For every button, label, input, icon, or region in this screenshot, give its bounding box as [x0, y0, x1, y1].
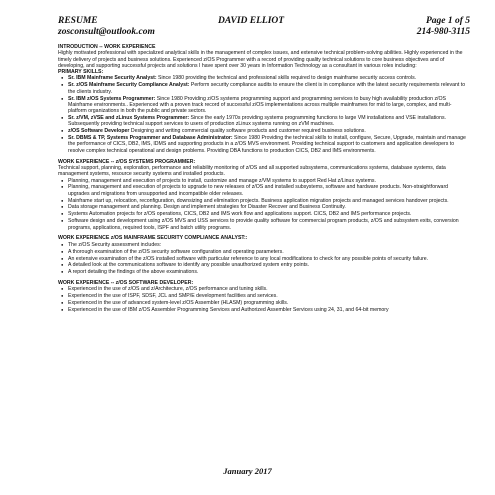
list-item: ● A thorough examination of the z/OS security software configuration and operating parameters.: [68, 249, 470, 255]
software-developer-heading: WORK EXPERIENCE -- z/OS SOFTWARE DEVELOPER:: [58, 280, 194, 287]
intro-heading: INTRODUCTION -- WORK EXPERIENCE: [58, 44, 156, 50]
intro-paragraph: Highly motivated professional with specialized analytical skills in the management of complex issues, and extensive technical problem-solving abilities. Highly experienced in the timely delivery of projects and business solutions. Experienced z/OS Programmer with a record of providing quality technical solutions to core business objectives and of developing, and supporting successful projects and solutions I have spent over 30 years in Information Technology as a consultant in various roles including:: [58, 50, 463, 69]
list-item: ● Sr. z/VM, zVSE and zLinux Systems Programmer: Since the early 1970s providing systems programming functions to large VM installations and VSE installations. Subsequently providing technical support services to users of production zLinux systems running on zVM machines.: [68, 115, 470, 128]
list-item: ● Experienced in the use of advanced system-level z/OS Assembler (HLASM) programming skills.: [68, 300, 470, 306]
list-item: ● Mainframe start up, relocation, reconfiguration, downsizing and elimination projects. Business application migration projects and managed services handover projects.: [68, 198, 470, 204]
list-item: ● z/OS Software Developer Designing and writing commercial quality software products and customer required business solutions.: [68, 128, 470, 134]
list-item: ● A detailed look at the communications software to identify any possible unauthorized system entry points.: [68, 262, 470, 268]
skills-list: [58, 75, 470, 154]
skills-heading: PRIMARY SKILLS:: [58, 69, 104, 76]
systems-programmer-heading: WORK EXPERIENCE -- z/OS SYSTEMS PROGRAMMER:: [58, 158, 196, 165]
list-item: ● Experienced in the use of IBM z/OS Assembler Programming Services and Authorized Assembler Services using 24, 31, and 64-bit memory: [68, 307, 470, 313]
page-number: Page 1 of 5: [425, 16, 470, 26]
systems-programmer-intro: Technical support, planning, exploration, performance and reliability monitoring of z/OS and all supported subsystems, communications systems, database systems, data management systems, resource security systems and installed products.: [58, 164, 446, 178]
resume-body: [58, 44, 470, 314]
systems-programmer-list: [58, 178, 470, 231]
list-item: ● Sr. z/OS Mainframe Security Compliance Analyst: Perform security compliance audits to ensure the client is in compliance with the latest security requirements relevant to the clients industry.: [68, 82, 470, 95]
security-compliance-list: [58, 242, 470, 276]
list-item: ● Sr. IBM Mainframe Security Analyst: Since 1980 providing the technical and professional skills required to design mainframe security access controls.: [68, 75, 470, 81]
software-developer-list: [58, 286, 470, 313]
list-item: ● Planning, management and execution of projects to upgrade to new releases of z/OS and installed subsystems, software and hardware products. Non-straightforward upgrades and migrations from unsupported and incompatible older releases.: [68, 184, 470, 197]
list-item: ● Planning, management and execution of projects to install, customize and manage z/VM systems to support Red Hat z/Linux systems.: [68, 178, 470, 184]
list-item: ● Sr. IBM z/OS Systems Programmer: Since 1980 Providing z/OS systems programming support and programming services to busy high availability production z/OS Mainframe environments.. Experienced with a proven track record of successful z/OS implementations across multiple mainframes for mid to large, complex, and multi-platform organizations in both the public and private sectors.: [68, 96, 470, 115]
list-item: ● Software design and development using z/OS MVS and USS services to provide quality software for commercial program products, z/OS and subsystem exits, conversion programs, applications, required tools, ISPF and batch utility programs.: [68, 218, 470, 231]
phone-number: 214-980-3115: [416, 27, 470, 37]
list-item: ● Experienced in the use of ISPF, SDSF, JCL and SMP/E development facilities and services.: [68, 293, 470, 299]
list-item: ● The z/OS Security assessment includes:: [68, 242, 470, 248]
author-name: DAVID ELLIOT: [218, 16, 285, 26]
list-item: ● Systems Automation projects for z/OS operations, CICS, DB2 and IMS work flow and applications support. CICS, DB2 and IMS performance projects.: [68, 211, 470, 217]
list-item: ● Experienced in the use of z/OS and z/Architecture, z/OS performance and tuning skills.: [68, 286, 470, 292]
list-item: ● Sr. DBMS & TP, Systems Programmer and Database Administrator: Since 1980 Providing the technical skills to install, configure, Secure, Upgrade, maintain and manage the performance of CICS, DB2, IMS, IDMS and supporting products in a z/OS MVS environment. Providing technical support to customers and application developers to resolve complex technical operational and design problems. Providing DBA functions to production CICS, DB2 and IMS environments.: [68, 135, 470, 154]
list-item: ● Data storage management and planning. Design and implement strategies for Disaster Recover and Business Continuity.: [68, 204, 470, 210]
list-item: ● An extensive examination of the z/OS installed software with particular reference to any local modifications to check for any possible points of security failure.: [68, 256, 470, 262]
email-address: zosconsult@outlook.com: [58, 27, 155, 37]
list-item: ● A report detailing the findings of the above examinations.: [68, 269, 470, 275]
security-compliance-heading: WORK EXPERIENCE z/OS MAINFRAME SECURITY COMPLIANCE ANALYST::: [58, 235, 248, 242]
resume-title: RESUME: [58, 16, 98, 26]
footer-date: January 2017: [223, 466, 272, 476]
